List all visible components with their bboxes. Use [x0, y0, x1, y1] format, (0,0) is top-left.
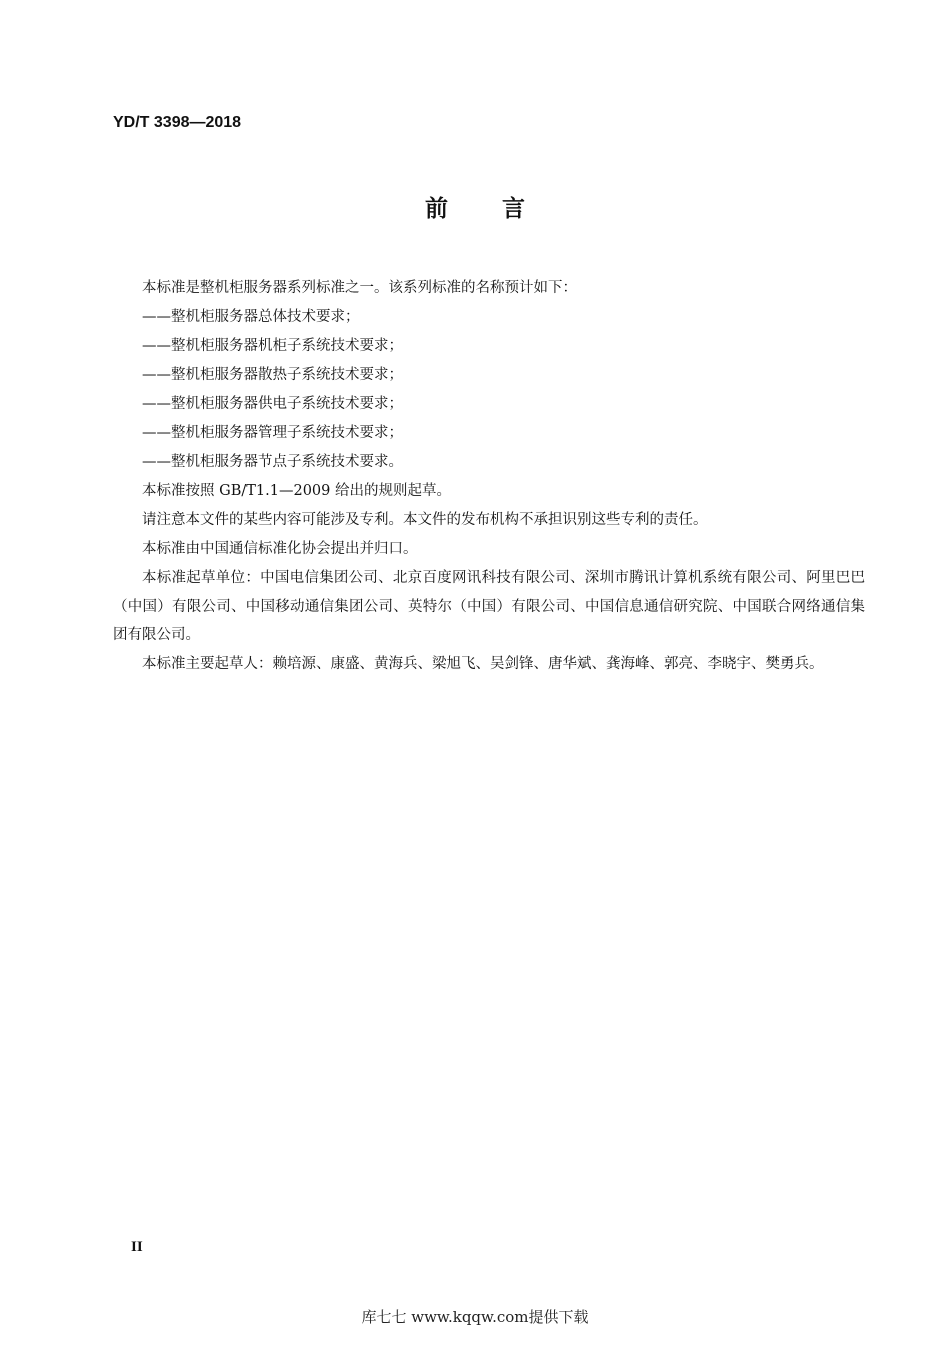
- page-title: 前言: [425, 195, 579, 222]
- list-item: ——整机柜服务器总体技术要求；: [142, 309, 360, 325]
- page-number: II: [131, 1239, 143, 1255]
- standard-code: YD/T 3398—2018: [113, 114, 242, 131]
- list-item: ——整机柜服务器散热子系统技术要求；: [142, 367, 403, 383]
- paragraph-series-intro: 本标准是整机柜服务器系列标准之一。该系列标准的名称预计如下：: [142, 280, 577, 296]
- footer-watermark-text: 库七七 www.kqqw.com提供下载: [361, 1308, 589, 1326]
- list-item: ——整机柜服务器供电子系统技术要求；: [142, 396, 403, 412]
- list-item: ——整机柜服务器机柜子系统技术要求；: [142, 338, 403, 354]
- paragraph-drafters: 本标准主要起草人：赖培源、康盛、黄海兵、梁旭飞、吴剑锋、唐华斌、龚海峰、郭亮、李晓宇、樊勇兵。: [142, 655, 824, 672]
- paragraph-patent-notice: 请注意本文件的某些内容可能涉及专利。本文件的发布机构不承担识别这些专利的责任。: [142, 512, 708, 528]
- paragraph-proposer: 本标准由中国通信标准化协会提出并归口。: [142, 541, 418, 557]
- paragraph-drafting-units: 本标准起草单位：中国电信集团公司、北京百度网讯科技有限公司、深圳市腾讯计算机系统有限公司、阿里巴巴（中国）有限公司、中国移动通信集团公司、英特尔（中国）有限公司、中国信息通信研究院、中国联合网络通信集团有限公司。: [113, 570, 865, 643]
- list-item: ——整机柜服务器节点子系统技术要求。: [142, 454, 403, 470]
- paragraph-drafting-rules: 本标准按照 GB/T1.1—2009 给出的规则起草。: [142, 483, 451, 499]
- foreword-body: [113, 274, 865, 678]
- list-item: ——整机柜服务器管理子系统技术要求；: [142, 425, 403, 441]
